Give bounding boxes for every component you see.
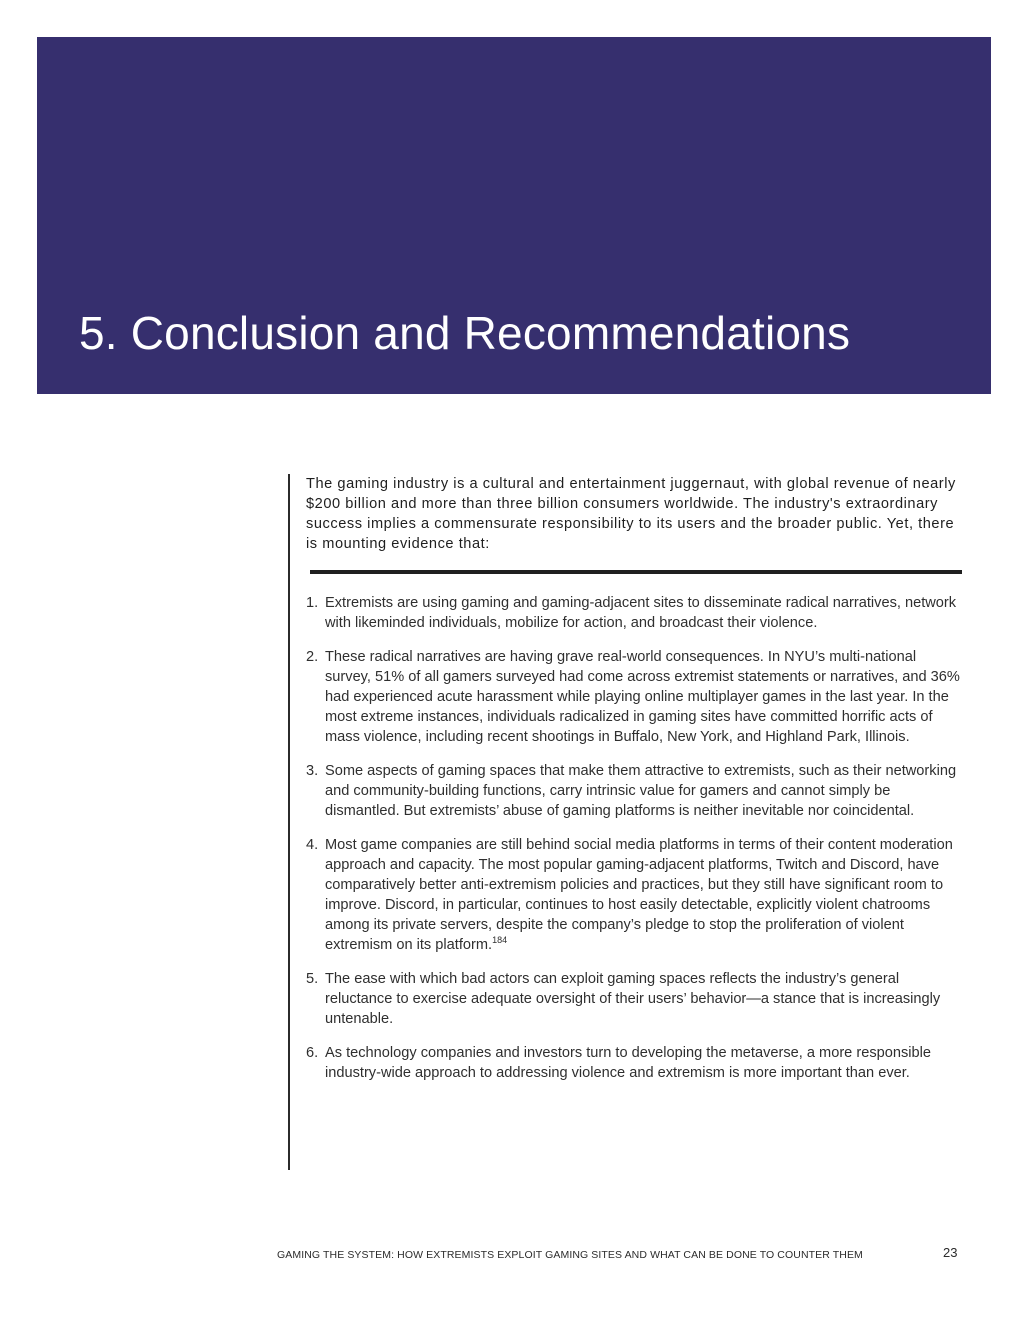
list-item (306, 647, 962, 747)
recommendations-list (306, 593, 962, 1083)
page-number: 23 (943, 1245, 958, 1260)
intro-paragraph: The gaming industry is a cultural and entertainment juggernaut, with global revenue of nearly $200 billion and more than three billion consumers worldwide. The industry's extraordinary success implies a commensurate responsibility to its users and the broader public. Yet, there is mounting evidence that: (306, 476, 956, 552)
list-item-number: 1. (306, 595, 319, 611)
chapter-banner (37, 37, 991, 394)
list-item-text: Some aspects of gaming spaces that make them attractive to extremists, such as their networking and community-building functions, carry intrinsic value for gamers and cannot simply be dismantled. But extremists’ abuse of gaming platforms is neither inevitable nor coincidental. (325, 763, 957, 819)
running-footer-title: GAMING THE SYSTEM: HOW EXTREMISTS EXPLOIT GAMING SITES AND WHAT CAN BE DONE TO COUNTER THEM (277, 1249, 863, 1261)
list-item-text: These radical narratives are having grave real-world consequences. In NYU’s multi-national survey, 51% of all gamers surveyed had come across extremist statements or narratives, and 36% had experienced acute harassment while playing online multiplayer games in the last year. In the most extreme instances, individuals radicalized in gaming sites have committed horrific acts of mass violence, including recent shootings in Buffalo, New York, and Highland Park, Illinois. (325, 649, 960, 745)
list-item-number: 5. (306, 971, 319, 987)
list-item-text: Extremists are using gaming and gaming-adjacent sites to disseminate radical narratives, network with likeminded individuals, mobilize for action, and broadcast their violence. (325, 595, 957, 631)
list-item (306, 835, 962, 955)
list-item (306, 969, 962, 1029)
list-item-text: The ease with which bad actors can exploit gaming spaces reflects the industry’s general reluctance to exercise adequate oversight of their users’ behavior—a stance that is increasingly untenable. (325, 971, 941, 1027)
chapter-title: 5. Conclusion and Recommendations (79, 307, 851, 359)
list-item-number: 6. (306, 1045, 319, 1061)
conclusion-section (288, 474, 964, 1170)
list-item (306, 761, 962, 821)
footnote-reference[interactable]: 184 (492, 935, 508, 946)
list-item-number: 3. (306, 763, 319, 779)
list-item-number: 4. (306, 837, 319, 853)
list-item (306, 593, 962, 633)
list-item (306, 1043, 962, 1083)
list-item-text: Most game companies are still behind social media platforms in terms of their content moderation approach and capacity. The most popular gaming-adjacent platforms, Twitch and Discord, have comparatively better anti-extremism policies and practices, but they still have significant room to improve. Discord, in particular, continues to host easily detectable, explicitly violent chatrooms among its private servers, despite the company’s pledge to stop the proliferation of violent extremism on its platform. (325, 837, 953, 953)
list-item-text: As technology companies and investors turn to developing the metaverse, a more responsible industry-wide approach to addressing violence and extremism is more important than ever. (325, 1045, 931, 1081)
list-item-number: 2. (306, 649, 319, 665)
section-divider (310, 570, 962, 574)
